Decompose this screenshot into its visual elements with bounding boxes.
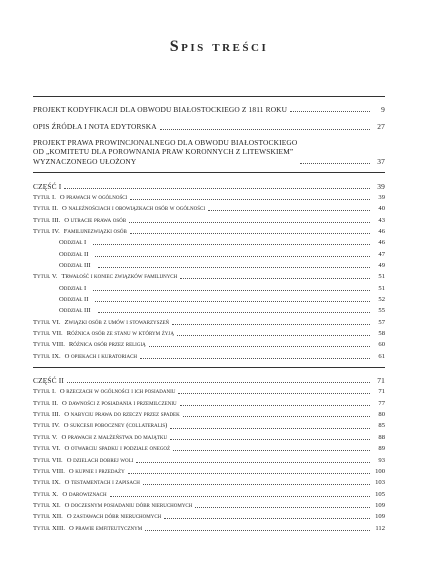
page-number: 71 — [377, 376, 385, 386]
page-number: 51 — [378, 284, 385, 292]
entry-label — [33, 273, 177, 281]
entry-label — [33, 205, 205, 213]
page-number: 27 — [377, 122, 385, 132]
entry-number: Oddział III — [59, 307, 91, 315]
leader-dots — [178, 393, 370, 394]
entry-number: Oddział II — [59, 250, 89, 258]
entry-number: Tytuł X. — [33, 490, 59, 498]
leader-dots — [300, 163, 370, 164]
part-1-entries — [33, 191, 385, 361]
page-number: 109 — [375, 501, 385, 509]
entry-title: O darowiznach — [62, 490, 107, 498]
entry-title: O opiekach i kuratoriach — [64, 352, 138, 360]
entry-title: O prawach w ogólności — [59, 193, 128, 201]
part-label: CZĘŚĆ I — [33, 181, 62, 191]
page-number: 43 — [378, 216, 385, 224]
page-number: 52 — [378, 296, 385, 304]
entry-label — [33, 194, 127, 202]
toc-entry[interactable] — [33, 453, 385, 464]
leader-dots — [164, 518, 370, 519]
page-number: 88 — [378, 433, 385, 441]
entry-label-line: WYZNACZONEGO UŁOŻONY — [33, 156, 137, 166]
part-2-entries — [33, 385, 385, 532]
part-label: CZĘŚĆ II — [33, 376, 64, 386]
toc-entry[interactable] — [33, 465, 385, 476]
toc-entry[interactable] — [33, 487, 385, 498]
page-number: 89 — [378, 445, 385, 453]
leader-dots — [130, 233, 370, 234]
page-number: 71 — [378, 388, 385, 396]
leader-dots — [67, 382, 370, 383]
entry-title: Trwałość i koniec związków familijnych — [61, 273, 178, 281]
leader-dots — [160, 129, 370, 130]
toc-entry[interactable] — [33, 521, 385, 532]
page-number: 112 — [375, 524, 385, 532]
leader-dots — [170, 428, 370, 429]
toc-subentry[interactable] — [33, 293, 385, 304]
leader-dots — [290, 111, 370, 112]
toc-entry[interactable] — [33, 385, 385, 396]
entry-number: Tytuł VII. — [33, 330, 63, 338]
page-number: 47 — [378, 250, 385, 258]
leader-dots — [95, 301, 370, 302]
page-number: 93 — [378, 456, 385, 464]
entry-label — [33, 502, 192, 510]
toc-subentry[interactable] — [33, 259, 385, 270]
entry-title: O zastawach dóbr nieruchomych — [66, 513, 162, 521]
entry-number: Tytuł VI. — [33, 318, 61, 326]
leader-dots — [140, 358, 370, 359]
toc-entry[interactable] — [33, 476, 385, 487]
entry-label — [33, 457, 133, 465]
entry-number: Tytuł II. — [33, 205, 59, 213]
entry-number: Tytuł III. — [33, 411, 61, 419]
entry-number: Tytuł IV. — [33, 227, 60, 235]
toc-entry[interactable] — [33, 431, 385, 442]
entry-title: Różnica osób przez religią — [68, 341, 146, 349]
toc-entry[interactable] — [33, 419, 385, 430]
entry-number: Tytuł XI. — [33, 501, 61, 509]
entry-label — [33, 388, 175, 396]
page-number: 100 — [375, 467, 385, 475]
page-title: Spis treści — [169, 38, 269, 55]
page-number: 103 — [375, 479, 385, 487]
entry-label — [33, 319, 169, 327]
table-of-contents — [33, 96, 385, 533]
entry-title: O rzeczach w ogólności i ich posiadaniu — [59, 388, 176, 396]
entry-number: Tytuł VII. — [33, 456, 63, 464]
toc-entry[interactable] — [33, 510, 385, 521]
toc-entry[interactable] — [33, 191, 385, 202]
leader-dots — [195, 507, 370, 508]
entry-label — [33, 239, 90, 247]
entry-title: O kupnie i przedaży — [68, 467, 125, 475]
entry-number: Tytuł V. — [33, 273, 58, 281]
entry-label — [33, 307, 95, 315]
entry-label — [33, 353, 137, 361]
entry-title: Familijnezwiązki osób — [63, 227, 127, 235]
entry-label — [33, 468, 125, 476]
entry-number: Tytuł XIII. — [33, 524, 66, 532]
entry-label — [33, 262, 95, 270]
entry-number: Tytuł IV. — [33, 422, 60, 430]
leader-dots — [98, 312, 370, 313]
entry-title: O prawie emfiteutycznym — [69, 524, 143, 532]
entry-label: OPIS ŹRÓDŁA I NOTA EDYTORSKA — [33, 122, 157, 132]
entry-number: Tytuł I. — [33, 388, 56, 396]
leader-dots — [128, 473, 370, 474]
entry-number: Tytuł I. — [33, 193, 56, 201]
toc-entry-part-1[interactable] — [33, 179, 385, 190]
page-number: 61 — [378, 352, 385, 360]
entry-title: Różnica osób ze stanu w którym żyją — [66, 330, 174, 338]
entry-number: Tytuł VIII. — [33, 467, 65, 475]
page-number: 37 — [377, 156, 385, 166]
toc-entry-kodyfikacja[interactable] — [33, 103, 385, 114]
page-number: 55 — [378, 307, 385, 315]
entry-number: Oddział III — [59, 262, 91, 270]
page-number: 39 — [378, 193, 385, 201]
entry-label — [33, 491, 107, 499]
toc-entry[interactable] — [33, 316, 385, 327]
entry-label-line: PROJEKT PRAWA PROWINCJONALNEGO DLA OBWODU BIAŁOSTOCKIEGO — [33, 137, 298, 147]
entry-title: O prawach z małżeństwa do majątku — [61, 433, 168, 441]
entry-number: Tytuł IX. — [33, 479, 61, 487]
page-number: 85 — [378, 422, 385, 430]
entry-label — [33, 479, 140, 487]
leader-dots — [129, 222, 370, 223]
entry-label — [33, 285, 90, 293]
toc-entry[interactable] — [33, 225, 385, 236]
leader-dots — [208, 210, 370, 211]
entry-title: O utracie prawa osób — [64, 216, 127, 224]
page-number: 39 — [377, 181, 385, 191]
leader-dots — [145, 530, 370, 531]
page-number: 46 — [378, 227, 385, 235]
entry-label — [33, 296, 92, 304]
page-number: 9 — [381, 105, 385, 115]
page-number: 46 — [378, 239, 385, 247]
entry-label — [33, 525, 142, 533]
entry-label — [33, 341, 146, 349]
leader-dots — [143, 484, 370, 485]
entry-number: Tytuł II. — [33, 399, 59, 407]
entry-label — [33, 251, 92, 259]
entry-title: O sukcesji poboczney (collateralis) — [63, 422, 168, 430]
entry-number: Tytuł IX. — [33, 352, 61, 360]
entry-label — [33, 434, 167, 442]
leader-dots — [95, 256, 370, 257]
entry-title: O testamentach i zapisach — [64, 479, 140, 487]
entry-title: O dawności z posiadania i przemilczeniu — [62, 399, 177, 407]
toc-entry-projekt[interactable] — [33, 138, 385, 167]
entry-title: O doczesnym posiadaniu dóbr nieruchomych — [64, 501, 193, 509]
entry-title: O dzielach dobrej woli — [66, 456, 134, 464]
toc-entry[interactable] — [33, 350, 385, 361]
toc-subentry[interactable] — [33, 304, 385, 315]
leader-dots — [136, 462, 370, 463]
entry-label — [33, 217, 126, 225]
entry-label — [33, 400, 177, 408]
leader-dots — [64, 188, 370, 189]
toc-entry[interactable] — [33, 397, 385, 408]
toc-entry-part-2[interactable] — [33, 374, 385, 385]
entry-title: Związki osób z umów i stowarzyszeń — [64, 318, 170, 326]
page-number: 109 — [375, 513, 385, 521]
leader-dots — [93, 290, 370, 291]
page-number: 60 — [378, 341, 385, 349]
leader-dots — [173, 450, 370, 451]
entry-number: Tytuł V. — [33, 433, 58, 441]
toc-entry[interactable] — [33, 499, 385, 510]
leader-dots — [180, 278, 370, 279]
toc-entry[interactable] — [33, 202, 385, 213]
leader-dots — [183, 416, 370, 417]
page-number: 49 — [378, 262, 385, 270]
leader-dots — [98, 267, 370, 268]
entry-label — [33, 445, 170, 453]
page-number: 51 — [378, 273, 385, 281]
page-number: 80 — [378, 411, 385, 419]
entry-number: Tytuł VI. — [33, 445, 61, 453]
entry-number: Oddział I — [59, 239, 87, 247]
toc-entry-opis-zrodla[interactable] — [33, 120, 385, 131]
entry-number: Oddział I — [59, 284, 87, 292]
entry-label — [33, 330, 174, 338]
entry-label — [33, 228, 127, 236]
entry-label: PROJEKT KODYFIKACJI DLA OBWODU BIAŁOSTOCKIEGO Z 1811 ROKU — [33, 105, 288, 115]
page-number: 58 — [378, 330, 385, 338]
entry-number: Oddział II — [59, 296, 89, 304]
page-number: 40 — [378, 205, 385, 213]
entry-title: O należnościach i obowiązkach osób w ogólności — [62, 205, 206, 213]
toc-subentry[interactable] — [33, 248, 385, 259]
page-number: 57 — [378, 318, 385, 326]
page-number: 77 — [378, 399, 385, 407]
toc-entry[interactable] — [33, 408, 385, 419]
toc-entry[interactable] — [33, 214, 385, 225]
leader-dots — [170, 439, 370, 440]
toc-entry[interactable] — [33, 442, 385, 453]
toc-entry[interactable] — [33, 338, 385, 349]
entry-number: Tytuł III. — [33, 216, 61, 224]
leader-dots — [110, 496, 370, 497]
entry-number: Tytuł VIII. — [33, 341, 65, 349]
toc-entry[interactable] — [33, 270, 385, 281]
leader-dots — [149, 346, 370, 347]
entry-label — [33, 411, 180, 419]
toc-subentry[interactable] — [33, 282, 385, 293]
toc-subentry[interactable] — [33, 236, 385, 247]
entry-title: O nabyciu prawa do rzeczy przez spadek — [64, 411, 180, 419]
entry-label — [33, 422, 167, 430]
leader-dots — [93, 244, 370, 245]
leader-dots — [172, 324, 370, 325]
entry-title: O otwarciu spadku i podziale onegoż — [64, 445, 171, 453]
entry-label-line: OD „KOMITETU DLA POROWNANIA PRAW KORONNYCH Z LITEWSKIEM” — [33, 147, 294, 157]
leader-dots — [180, 405, 370, 406]
entry-number: Tytuł XII. — [33, 513, 63, 521]
page-number: 105 — [375, 490, 385, 498]
leader-dots — [177, 335, 370, 336]
entry-label — [33, 513, 161, 521]
toc-entry[interactable] — [33, 327, 385, 338]
leader-dots — [130, 199, 370, 200]
